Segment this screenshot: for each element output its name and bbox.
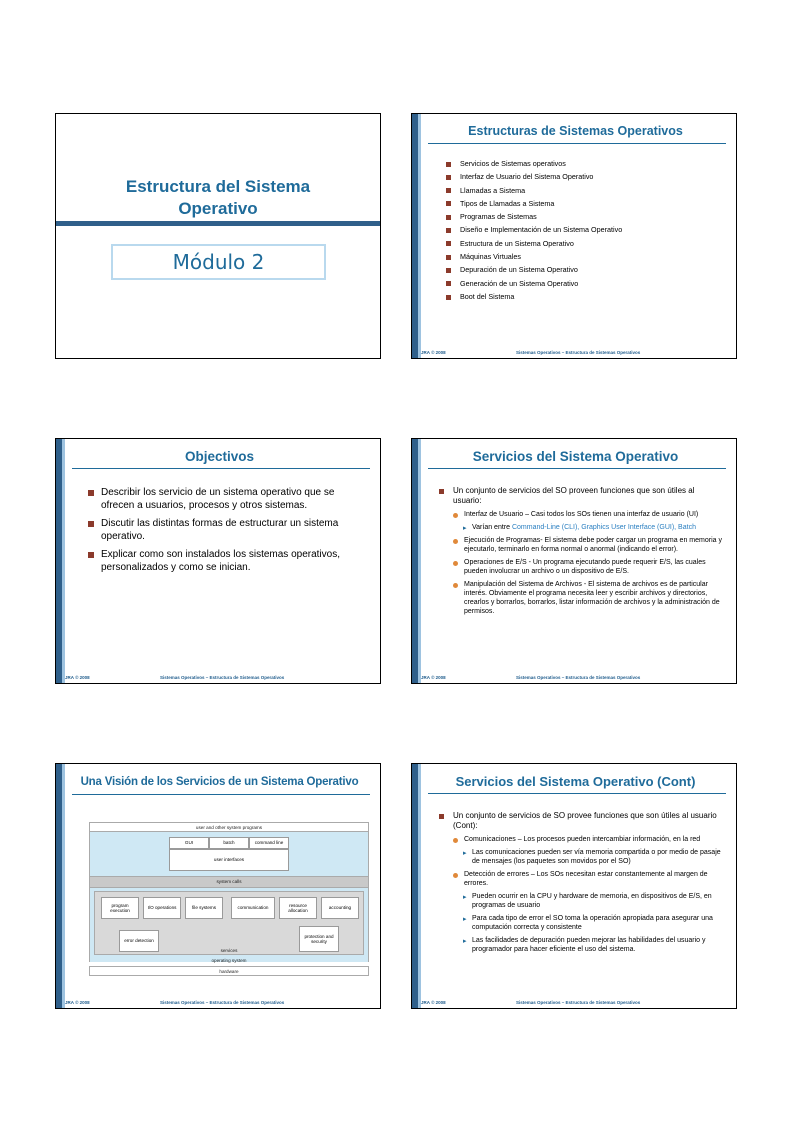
slide-side-bar-accent: [62, 439, 65, 683]
slide-services: [411, 438, 737, 684]
error-detection-box: error detection: [119, 930, 159, 952]
list-item: Tipos de Llamadas a Sistema: [446, 199, 622, 212]
list-item: ▸ Las facilidades de depuración pueden mejorar las habilidades del usuario y programador para hacer eficiente el uso del sistema.: [463, 937, 706, 953]
bullet-icon: [446, 255, 451, 260]
list-item: ▸ Pueden ocurrir en la CPU y hardware de memoria, en dispositivos de E/S, en programas de usuario: [463, 893, 712, 909]
operating-system-band: operating system: [211, 958, 247, 963]
bullet-icon: [453, 513, 458, 518]
slide-title: [55, 113, 381, 359]
list-item: Diseño e Implementación de un Sistema Operativo: [446, 225, 622, 238]
list-item: Interfaz de Usuario del Sistema Operativo: [446, 172, 622, 185]
bullet-icon: [446, 201, 451, 206]
arrow-bullet-icon: ▸: [463, 916, 467, 923]
list-item: Discutir las distintas formas de estructurar un sistema operativo.: [88, 517, 368, 543]
service-box: communication: [231, 897, 275, 919]
os-services-diagram: [89, 822, 369, 984]
footer-center: Sistemas Operativos – Estructura de Sistemas Operativos: [516, 350, 641, 355]
bullet-icon: [446, 241, 451, 246]
bullet-icon: [453, 539, 458, 544]
bullet-icon: [446, 228, 451, 233]
list-item: Llamadas a Sistema: [446, 186, 622, 199]
title-underline: [428, 468, 726, 469]
service-box: file systems: [185, 897, 223, 919]
list-item: Depuración de un Sistema Operativo: [446, 265, 622, 278]
bullet-icon: [439, 489, 444, 494]
service-box: accounting: [321, 897, 359, 919]
protection-security-box: protection and security: [299, 926, 339, 952]
slide2-title: Estructuras de Sistemas Operativos: [468, 124, 683, 138]
service-box: I/O operations: [143, 897, 181, 919]
service-box: program execution: [101, 897, 139, 919]
list-item: Describir los servicio de un sistema operativo que se ofrecen a usuarios, procesos y otros sistemas.: [88, 486, 368, 512]
title-underline: [428, 143, 726, 144]
bullet-icon: [446, 281, 451, 286]
arrow-bullet-icon: ▸: [463, 525, 467, 532]
slide-side-bar-accent: [62, 764, 65, 1008]
services-label: services: [220, 948, 238, 953]
slide-contents: [411, 113, 737, 359]
list-item: Un conjunto de servicios del SO proveen funciones que son útiles al usuario:: [439, 486, 724, 506]
bullet-icon: [446, 162, 451, 167]
list-item: Interfaz de Usuario – Casi todos los SOs tienen una interfaz de usuario (UI): [453, 510, 724, 519]
services-content: [439, 486, 724, 620]
user-programs-band: user and other system programs: [89, 822, 369, 832]
bullet-icon: [446, 175, 451, 180]
bullet-icon: [446, 215, 451, 220]
list-item: Explicar como son instalados los sistemas operativos, personalizados y como se inician.: [88, 548, 368, 574]
slide5-title: Una Visión de los Servicios de un Sistema Operativo: [80, 776, 359, 788]
contents-list: [446, 159, 622, 305]
slide-side-bar-accent: [418, 764, 421, 1008]
system-calls-band: system calls: [89, 876, 369, 888]
footer-left: JRA © 2008: [421, 675, 446, 680]
bullet-icon: [446, 268, 451, 273]
bullet-icon: [446, 295, 451, 300]
arrow-bullet-icon: ▸: [463, 938, 467, 945]
footer-left: JRA © 2008: [65, 1000, 90, 1005]
slide-services-cont: [411, 763, 737, 1009]
module-label: Módulo 2: [172, 250, 265, 274]
list-item: Detección de errores – Los SOs necesitan estar constantemente al margen de errores.: [453, 870, 724, 888]
bullet-icon: [453, 873, 458, 878]
list-item: Operaciones de E/S - Un programa ejecutando puede requerir E/S, las cuales pueden involucrar un archivo o un dispositivo de E/S.: [453, 558, 724, 576]
bullet-icon: [446, 188, 451, 193]
command-line-box: command line: [249, 837, 289, 849]
footer-left: JRA © 2008: [65, 675, 90, 680]
title-underline: [428, 793, 726, 794]
slide3-title: Objectivos: [184, 449, 255, 464]
bullet-icon: [453, 583, 458, 588]
arrow-bullet-icon: ▸: [463, 850, 467, 857]
list-item: Máquinas Virtuales: [446, 252, 622, 265]
slide-side-bar-accent: [418, 439, 421, 683]
bullet-icon: [439, 814, 444, 819]
list-item: Comunicaciones – Los procesos pueden intercambiar información, en la red: [453, 835, 724, 844]
user-interfaces-box: user interfaces: [169, 849, 289, 871]
bullet-icon: [88, 521, 94, 527]
list-item: Ejecución de Programas- El sistema debe poder cargar un programa en memoria y ejecutarlo, terminarlo en forma normal o anormal (indicando el error).: [453, 536, 724, 554]
bullet-icon: [88, 552, 94, 558]
list-item: Programas de Sistemas: [446, 212, 622, 225]
bullet-icon: [453, 561, 458, 566]
list-item: Generación de un Sistema Operativo: [446, 279, 622, 292]
service-box: resource allocation: [279, 897, 317, 919]
list-item: Manipulación del Sistema de Archivos - El sistema de archivos es de particular interés. Obviamente el programa necesita leer y escribir archivos y directorios, crearlos y borrarlos, borrarlos, listar información de archivos y la administración de permisos.: [453, 580, 724, 616]
title-underline: [72, 468, 370, 469]
list-item: ▸ Para cada tipo de error el SO toma la operación apropiada para asegurar una computación correcta y consistente: [463, 915, 713, 931]
footer-left: JRA © 2008: [421, 350, 446, 355]
slide-objectives: [55, 438, 381, 684]
batch-box: batch: [209, 837, 249, 849]
bullet-icon: [453, 838, 458, 843]
footer-center: Sistemas Operativos – Estructura de Sistemas Operativos: [160, 675, 285, 680]
list-item: Estructura de un Sistema Operativo: [446, 239, 622, 252]
slide-diagram: [55, 763, 381, 1009]
list-item: ▸ Las comunicaciones pueden ser vía memoria compartida o por medio de pasaje de mensajes (los paquetes son movidos por el SO): [463, 849, 721, 865]
footer-center: Sistemas Operativos – Estructura de Sistemas Operativos: [160, 1000, 285, 1005]
slide1-divider: [56, 221, 380, 226]
list-item: ▸ Varían entre Command-Line (CLI), Graphics User Interface (GUI), Batch: [463, 524, 696, 532]
list-item: Servicios de Sistemas operativos: [446, 159, 622, 172]
slide4-title: Servicios del Sistema Operativo: [472, 449, 679, 464]
title-underline: [72, 794, 370, 795]
objectives-list: [88, 486, 368, 579]
footer-left: JRA © 2008: [421, 1000, 446, 1005]
gui-box: GUI: [169, 837, 209, 849]
footer-center: Sistemas Operativos – Estructura de Sistemas Operativos: [516, 1000, 641, 1005]
arrow-bullet-icon: ▸: [463, 894, 467, 901]
slide6-title: Servicios del Sistema Operativo (Cont): [455, 774, 696, 789]
hardware-band: hardware: [89, 966, 369, 976]
footer-center: Sistemas Operativos – Estructura de Sistemas Operativos: [516, 675, 641, 680]
services-cont-content: [439, 811, 724, 958]
module-box: [111, 244, 326, 280]
slide-side-bar-accent: [418, 114, 421, 358]
bullet-icon: [88, 490, 94, 496]
list-item: Boot del Sistema: [446, 292, 622, 305]
slide1-title: Estructura del Sistema Operativo: [125, 177, 311, 218]
list-item: Un conjunto de servicios de SO provee funciones que son útiles al usuario (Cont):: [439, 811, 724, 831]
